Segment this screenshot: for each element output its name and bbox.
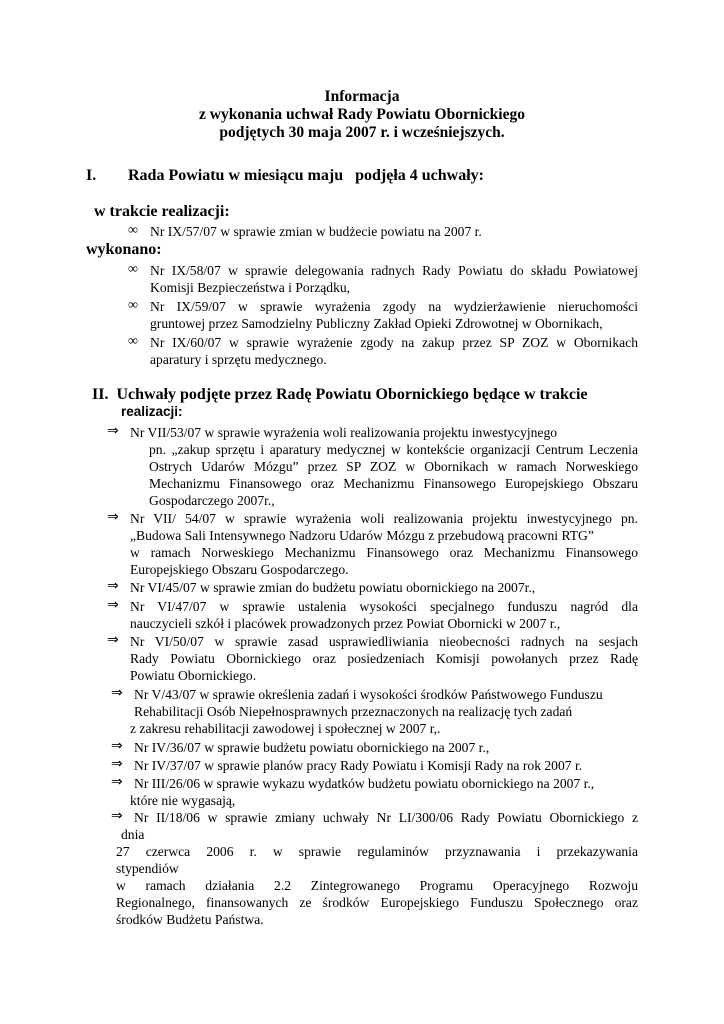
resolution-item-8-line-1: Nr IV/37/07 w sprawie planów pracy Rady Powiatu i Komisji Rady na rok 2007 r. <box>134 758 583 773</box>
resolution-item-10-line-1: Nr II/18/06 w sprawie zmiany uchwały Nr LI/300/06 Rady Powiatu Obornickiego z <box>134 810 638 825</box>
resolution-item-6-line-1: Nr V/43/07 w sprawie określenia zadań i wysokości środków Państwowego Funduszu <box>134 687 603 702</box>
resolution-item-1-line-4: Mechanizmu Finansowego oraz Mechanizmu Finansowego Europejskiego Obszaru <box>149 476 638 491</box>
done-item-3-line-2: aparatury i sprzętu medycznego. <box>150 352 327 367</box>
in-progress-item-1: Nr IX/57/07 w sprawie zmian w budżecie powiatu na 2007 r. <box>150 224 482 239</box>
resolution-item-9-line-1: Nr III/26/06 w sprawie wykazu wydatków budżetu powiatu obornickiego na 2007 r., <box>134 776 595 791</box>
resolution-item-10-line-2: dnia <box>121 827 145 842</box>
resolution-item-10-line-3: 27 czerwca 2006 r. w sprawie regulaminów przyznawania i przekazywania <box>116 844 638 859</box>
arrow-bullet-icon: ⇒ <box>111 685 123 701</box>
resolution-item-2-line-1: Nr VII/ 54/07 w sprawie wyrażenia woli realizowania projektu inwestycyjnego pn. <box>130 511 638 526</box>
resolution-item-5-line-3: Powiatu Obornickiego. <box>130 668 257 683</box>
infinity-bullet-icon: ∞ <box>128 223 138 238</box>
resolution-item-7-line-1: Nr IV/36/07 w sprawie budżetu powiatu obornickiego na 2007 r., <box>134 740 490 755</box>
title-line-1: Informacja <box>324 88 400 105</box>
resolution-item-10-line-6: Regionalnego, finansowanych ze środków Europejskiego Funduszu Społecznego oraz <box>116 895 638 910</box>
done-item-2-line-2: gruntowej przez Samodzielny Publiczny Zakład Opieki Zdrowotnej w Obornikach, <box>150 316 603 331</box>
resolution-item-2-line-2: „Budowa Sali Intensywnego Nadzoru Udarów Mózgu z przebudową pracowni RTG” <box>130 528 594 543</box>
title-line-3: podjętych 30 maja 2007 r. i wcześniejszych. <box>219 124 505 141</box>
done-item-2-line-1: Nr IX/59/07 w sprawie wyrażenia zgody na wydzierżawienie nieruchomości <box>150 299 638 314</box>
arrow-bullet-icon: ⇒ <box>107 597 119 613</box>
arrow-bullet-icon: ⇒ <box>111 808 123 824</box>
resolution-item-10-line-5: w ramach działania 2.2 Zintegrowanego Programu Operacyjnego Rozwoju <box>116 878 638 893</box>
resolution-item-10-line-4: stypendiów <box>116 861 179 876</box>
done-item-1-line-2: Komisji Bezpieczeństwa i Porządku, <box>150 280 351 295</box>
resolution-item-1-line-3: Ostrych Udarów Mózgu” przez SP ZOZ w Obornikach w ramach Norweskiego <box>149 459 638 474</box>
section-1-number: I. <box>86 167 97 184</box>
section-1-heading: Rada Powiatu w miesiącu maju podjęła 4 uchwały: <box>128 167 485 184</box>
resolution-item-1-line-5: Gospodarczego 2007r., <box>149 493 275 508</box>
arrow-bullet-icon: ⇒ <box>111 756 123 772</box>
done-label: wykonano: <box>86 241 162 258</box>
resolution-item-4-line-2: nauczycieli szkół i placówek prowadzonych przez Powiat Obornicki w 2007 r., <box>130 616 561 631</box>
resolution-item-2-line-3: w ramach Norweskiego Mechanizmu Finansowego oraz Mechanizmu Finansowego <box>130 545 638 560</box>
resolution-item-4-line-1: Nr VI/47/07 w sprawie ustalenia wysokości specjalnego funduszu nagród dla <box>130 599 638 614</box>
done-item-3-line-1: Nr IX/60/07 w sprawie wyrażenie zgody na zakup przez SP ZOZ w Obornikach <box>150 335 638 350</box>
resolution-item-3-line-1: Nr VI/45/07 w sprawie zmian do budżetu powiatu obornickiego na 2007r., <box>130 580 536 595</box>
resolution-item-6-line-2: Rehabilitacji Osób Niepełnosprawnych przeznaczonych na realizację tych zadań <box>134 704 573 719</box>
arrow-bullet-icon: ⇒ <box>111 738 123 754</box>
arrow-bullet-icon: ⇒ <box>107 578 119 594</box>
arrow-bullet-icon: ⇒ <box>107 509 119 525</box>
resolution-item-9-line-2: które nie wygasają, <box>130 793 236 808</box>
in-progress-label: w trakcie realizacji: <box>94 203 230 220</box>
arrow-bullet-icon: ⇒ <box>107 632 119 648</box>
infinity-bullet-icon: ∞ <box>128 298 138 313</box>
arrow-bullet-icon: ⇒ <box>107 423 119 439</box>
resolution-item-6-line-3: z zakresu rehabilitacji zawodowej i społecznej w 2007 r,. <box>130 721 441 736</box>
resolution-item-5-line-1: Nr VI/50/07 w sprawie zasad usprawiedliwiania nieobecności radnych na sesjach <box>130 634 638 649</box>
resolution-item-10-line-7: środków Budżetu Państwa. <box>116 912 264 927</box>
section-2-heading-cont: realizacji: <box>121 404 183 419</box>
resolution-item-1-line-2: pn. „zakup sprzętu i aparatury medycznej w kontekście organizacji Centrum Leczenia <box>149 442 638 457</box>
infinity-bullet-icon: ∞ <box>128 334 138 349</box>
done-item-1-line-1: Nr IX/58/07 w sprawie delegowania radnych Rady Powiatu do składu Powiatowej <box>150 263 638 278</box>
resolution-item-2-line-4: Europejskiego Obszaru Gospodarczego. <box>130 562 349 577</box>
resolution-item-1-line-1: Nr VII/53/07 w sprawie wyrażenia woli realizowania projektu inwestycyjnego <box>130 425 558 440</box>
section-2-heading: II. Uchwały podjęte przez Radę Powiatu Obornickiego będące w trakcie <box>92 386 588 403</box>
resolution-item-5-line-2: Rady Powiatu Obornickiego oraz posiedzeniach Komisji powołanych przez Radę <box>130 651 638 666</box>
infinity-bullet-icon: ∞ <box>128 262 138 277</box>
arrow-bullet-icon: ⇒ <box>111 774 123 790</box>
title-line-2: z wykonania uchwał Rady Powiatu Obornickiego <box>199 106 525 123</box>
